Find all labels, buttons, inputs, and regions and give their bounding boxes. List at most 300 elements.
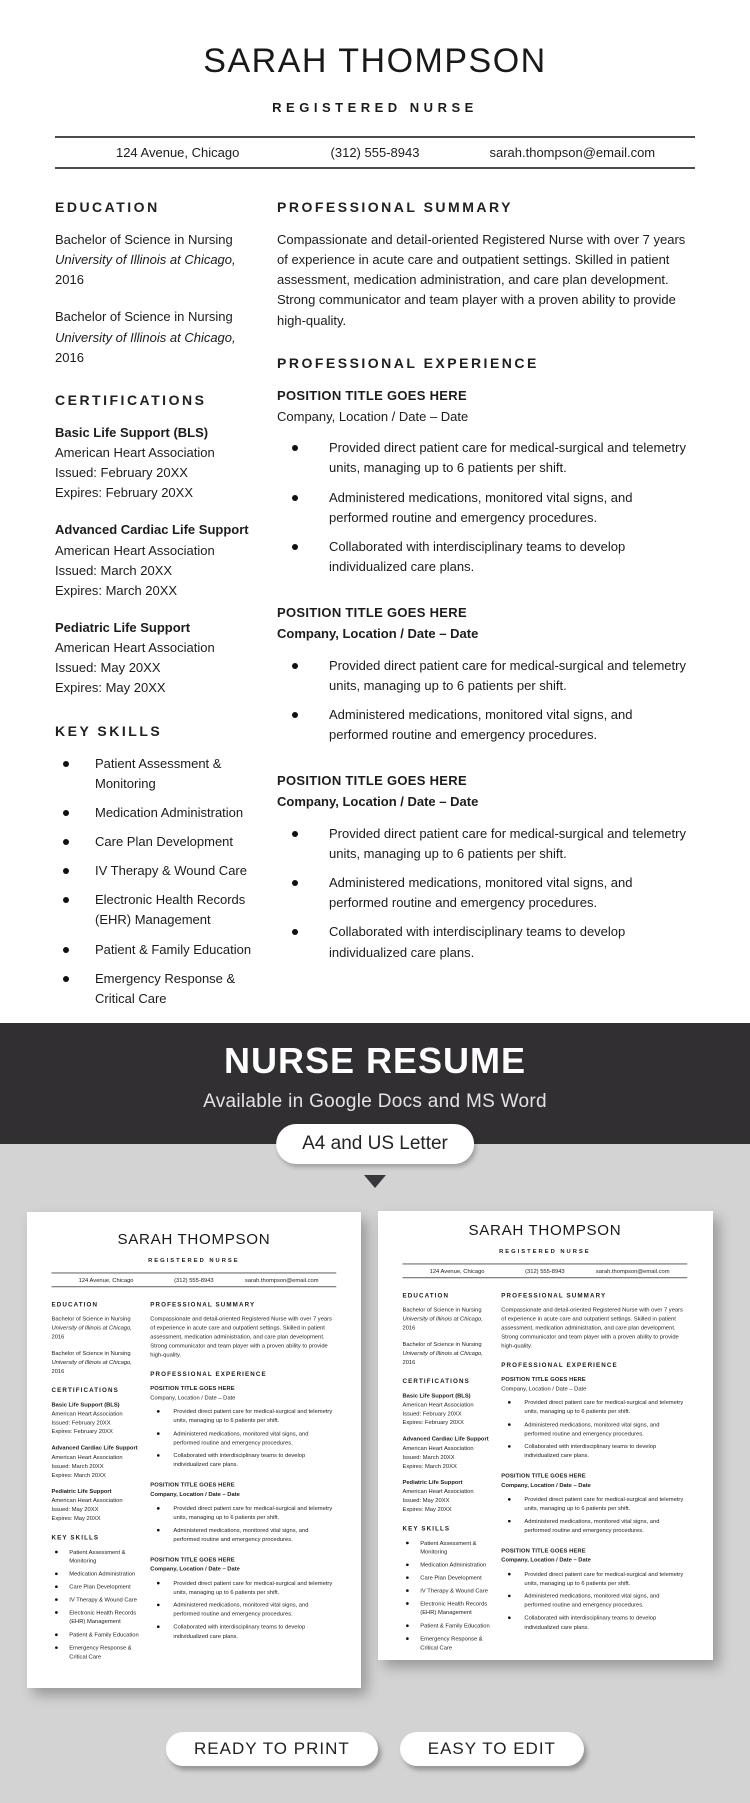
job-bullet-item (277, 705, 695, 745)
bullet-icon (406, 1624, 409, 1627)
job-bullet-item (277, 922, 695, 962)
bullet-icon (63, 976, 69, 982)
experience-section (150, 1370, 336, 1641)
job-bullet-item (277, 656, 695, 696)
job-bullet-text: Administered medications, monitored vital signs, and performed routine and emergency procedures. (524, 1420, 660, 1437)
experience-job (277, 603, 695, 745)
contact-bar (402, 1264, 687, 1279)
bullet-icon (508, 1445, 511, 1448)
job-bullet-item (277, 438, 695, 478)
resume-preview-page-letter (378, 1211, 713, 1660)
job-bullet-text: Provided direct patient care for medical-surgical and telemetry units, managing up to 6 patients per shift. (329, 657, 686, 693)
certification-name: Basic Life Support (BLS) (51, 1401, 120, 1408)
skill-text: Electronic Health Records (EHR) Management (69, 1609, 137, 1625)
summary-heading: PROFESSIONAL SUMMARY (501, 1291, 607, 1299)
job-bullet-text: Administered medications, monitored vital signs, and performed routine and emergency procedures. (524, 1517, 660, 1534)
resume-host-a4 (27, 1212, 361, 1672)
certification-org: American Heart Association (55, 542, 215, 558)
certification-name: Basic Life Support (BLS) (402, 1392, 471, 1399)
skill-text: Patient & Family Education (69, 1630, 139, 1638)
experience-heading: PROFESSIONAL EXPERIENCE (277, 354, 539, 371)
contact-item: (312) 555-8943 (330, 145, 420, 160)
bullet-icon (508, 1498, 511, 1501)
job-company-line: Company, Location / Date – Date (150, 1490, 240, 1498)
education-item (51, 1349, 140, 1376)
job-company-line: Company, Location / Date – Date (501, 1384, 587, 1392)
bullet-icon (157, 1410, 160, 1413)
bullet-icon (55, 1598, 58, 1601)
certification-item (402, 1435, 491, 1471)
contact-item: 124 Avenue, Chicago (429, 1267, 485, 1275)
bullet-icon (157, 1507, 160, 1510)
contact-item: (312) 555-8943 (174, 1276, 214, 1284)
job-title: POSITION TITLE GOES HERE (150, 1481, 235, 1488)
certification-item (51, 1400, 140, 1436)
job-bullet-item (501, 1570, 687, 1588)
certification-org: American Heart Association (51, 1410, 123, 1417)
summary-text: Compassionate and detail-oriented Registered Nurse with over 7 years of experience in acute care and outpatient settings. Skilled in patient assessment, medication administration, and care plan development. Strong communicator and team player with a proven ability to provide high-quality. (501, 1306, 683, 1349)
education-item (55, 230, 255, 290)
job-bullet-item (501, 1495, 687, 1513)
certification-expires: Expires: February 20XX (51, 1427, 113, 1435)
job-bullet-item (277, 537, 695, 577)
summary-text: Compassionate and detail-oriented Registered Nurse with over 7 years of experience in acute care and outpatient settings. Skilled in patient assessment, medication administration, and care plan development. Strong communicator and team player with a proven ability to provide high-quality. (277, 232, 686, 328)
bullet-icon (406, 1602, 409, 1605)
job-bullet-item (501, 1398, 687, 1416)
education-heading: EDUCATION (51, 1300, 99, 1308)
key-skills-section (402, 1525, 491, 1652)
bullet-icon (508, 1423, 511, 1426)
promo-banner (0, 1023, 750, 1154)
bullet-icon (63, 810, 69, 816)
job-bullet-item (277, 873, 695, 913)
bullet-icon (292, 495, 298, 501)
job-bullet-list (501, 1398, 687, 1460)
skill-item (51, 1608, 140, 1626)
skill-text: Medication Administration (420, 1561, 487, 1568)
job-company-line: Company, Location / Date – Date (277, 625, 479, 641)
job-bullet-text: Provided direct patient care for medical-surgical and telemetry units, managing up to 6 patients per shift. (173, 1504, 333, 1521)
education-section (55, 199, 255, 368)
summary-text: Compassionate and detail-oriented Registered Nurse with over 7 years of experience in acute care and outpatient settings. Skilled in patient assessment, medication administration, and care plan development. Strong communicator and team player with a proven ability to provide high-quality. (150, 1315, 332, 1358)
certification-issued: Issued: February 20XX (55, 465, 188, 481)
job-company-line: Company, Location / Date – Date (277, 408, 469, 424)
job-bullet-text: Provided direct patient care for medical-surgical and telemetry units, managing up to 6 patients per shift. (524, 1570, 684, 1587)
resume-name: SARAH THOMPSON (117, 1230, 271, 1248)
job-bullet-item (501, 1517, 687, 1535)
bullet-icon (63, 897, 69, 903)
skill-item (402, 1634, 491, 1652)
certification-item (402, 1478, 491, 1514)
job-title: POSITION TITLE GOES HERE (277, 387, 467, 403)
skill-text: Electronic Health Records (EHR) Management (420, 1600, 488, 1616)
certifications-heading: CERTIFICATIONS (402, 1377, 470, 1385)
job-bullet-text: Collaborated with interdisciplinary teams to develop individualized care plans. (524, 1614, 657, 1631)
skill-item (55, 754, 255, 794)
bullet-icon (292, 712, 298, 718)
bullet-icon (406, 1637, 409, 1640)
contact-bar (55, 136, 695, 169)
down-arrow-icon (364, 1175, 386, 1188)
resume-preview-page-a4 (27, 1212, 361, 1688)
bullet-icon (292, 880, 298, 886)
job-bullet-text: Collaborated with interdisciplinary teams to develop individualized care plans. (173, 1451, 306, 1468)
contact-item: sarah.thompson@email.com (244, 1276, 319, 1284)
contact-item: 124 Avenue, Chicago (115, 145, 240, 160)
bullet-icon (63, 761, 69, 767)
job-company-line: Company, Location / Date – Date (150, 1393, 236, 1401)
certification-expires: Expires: March 20XX (402, 1462, 457, 1470)
job-title: POSITION TITLE GOES HERE (501, 1375, 586, 1383)
job-bullet-text: Administered medications, monitored vital signs, and performed routine and emergency procedures. (173, 1429, 309, 1446)
certification-issued: Issued: March 20XX (402, 1453, 455, 1461)
education-heading: EDUCATION (55, 199, 160, 215)
certification-org: American Heart Association (402, 1444, 474, 1452)
job-bullet-text: Administered medications, monitored vital signs, and performed routine and emergency procedures. (524, 1592, 660, 1609)
skill-text: Patient & Family Education (95, 941, 252, 957)
key-skills-heading: KEY SKILLS (402, 1524, 451, 1532)
job-bullet-text: Administered medications, monitored vital signs, and performed routine and emergency procedures. (173, 1601, 309, 1618)
skill-item (402, 1560, 491, 1569)
easy-to-edit-button[interactable]: EASY TO EDIT (400, 1732, 584, 1766)
bullet-icon (157, 1604, 160, 1607)
education-item (55, 307, 255, 367)
bullet-icon (406, 1563, 409, 1566)
year-line: 2016 (51, 1333, 65, 1340)
experience-job (501, 1375, 687, 1460)
bullet-icon (508, 1401, 511, 1404)
certification-expires: Expires: May 20XX (55, 680, 166, 696)
experience-heading: PROFESSIONAL EXPERIENCE (150, 1369, 267, 1377)
year-line: 2016 (55, 349, 84, 365)
footer-buttons (0, 1732, 750, 1766)
bullet-icon (63, 839, 69, 845)
certification-issued: Issued: May 20XX (51, 1505, 99, 1513)
experience-heading: PROFESSIONAL EXPERIENCE (501, 1360, 618, 1368)
summary-section (277, 199, 695, 331)
experience-job (150, 1384, 336, 1469)
certification-name: Pediatric Life Support (402, 1478, 463, 1486)
certification-issued: Issued: March 20XX (51, 1462, 104, 1470)
job-bullet-list (150, 1407, 336, 1469)
skill-item (402, 1538, 491, 1556)
school-line: University of Illinois at Chicago, (51, 1358, 132, 1366)
skill-text: Medication Administration (95, 804, 244, 820)
skill-text: Care Plan Development (420, 1574, 482, 1581)
skill-item (402, 1621, 491, 1630)
job-title: POSITION TITLE GOES HERE (150, 1556, 235, 1563)
right-column (501, 1292, 687, 1660)
bullet-icon (55, 1550, 58, 1553)
certifications-section (51, 1386, 140, 1522)
skill-text: Emergency Response & Critical Care (420, 1634, 483, 1651)
job-title: POSITION TITLE GOES HERE (501, 1547, 586, 1554)
job-bullet-text: Administered medications, monitored vital signs, and performed routine and emergency procedures. (173, 1526, 309, 1543)
bullet-icon (292, 445, 298, 451)
contact-bar (51, 1273, 336, 1288)
bullet-icon (406, 1541, 409, 1544)
resume-role-title: REGISTERED NURSE (272, 100, 478, 115)
job-bullet-item (501, 1613, 687, 1631)
skill-item (402, 1573, 491, 1582)
summary-heading: PROFESSIONAL SUMMARY (150, 1300, 256, 1308)
certification-issued: Issued: February 20XX (51, 1418, 111, 1426)
skill-item (55, 803, 255, 823)
skill-item (402, 1599, 491, 1617)
bullet-icon (406, 1576, 409, 1579)
year-line: 2016 (55, 272, 84, 288)
skill-text: Patient Assessment & Monitoring (69, 1548, 126, 1564)
bullet-icon (55, 1585, 58, 1588)
school-line: University of Illinois at Chicago, (51, 1324, 132, 1331)
education-section (51, 1301, 140, 1376)
summary-section (150, 1301, 336, 1360)
certification-org: American Heart Association (51, 1496, 123, 1504)
preview-area (0, 1144, 750, 1803)
certifications-section (55, 392, 255, 699)
key-skills-heading: KEY SKILLS (55, 722, 163, 739)
resume-host-letter (378, 1211, 712, 1660)
skill-list (402, 1538, 491, 1652)
job-bullet-text: Provided direct patient care for medical-surgical and telemetry units, managing up to 6 patients per shift. (173, 1407, 333, 1424)
job-bullet-text: Collaborated with interdisciplinary teams to develop individualized care plans. (524, 1442, 657, 1459)
contact-item: sarah.thompson@email.com (595, 1267, 670, 1275)
skill-text: IV Therapy & Wound Care (69, 1596, 137, 1603)
job-bullet-list (501, 1495, 687, 1535)
job-bullet-text: Provided direct patient care for medical-surgical and telemetry units, managing up to 6 patients per shift. (173, 1579, 333, 1596)
skill-item (51, 1547, 140, 1565)
certification-name: Pediatric Life Support (51, 1487, 112, 1495)
skill-list (51, 1547, 140, 1661)
certification-expires: Expires: March 20XX (51, 1471, 106, 1479)
right-column (150, 1301, 336, 1672)
job-company-line: Company, Location / Date – Date (501, 1481, 591, 1489)
education-item (51, 1314, 140, 1341)
experience-job (277, 771, 695, 962)
skill-item (51, 1595, 140, 1604)
certification-name: Advanced Cardiac Life Support (402, 1435, 489, 1443)
certification-org: American Heart Association (55, 640, 215, 656)
job-bullet-list (277, 438, 695, 577)
certification-issued: Issued: February 20XX (402, 1409, 462, 1417)
bullet-icon (292, 544, 298, 550)
resume-columns (51, 1301, 336, 1672)
resume-columns (402, 1292, 687, 1660)
skill-text: IV Therapy & Wound Care (420, 1587, 488, 1594)
bullet-icon (157, 1529, 160, 1532)
certification-org: American Heart Association (51, 1453, 123, 1461)
resume-role-title: REGISTERED NURSE (499, 1247, 591, 1255)
education-heading: EDUCATION (402, 1291, 450, 1299)
bullet-icon (157, 1626, 160, 1629)
job-bullet-list (150, 1504, 336, 1544)
job-bullet-list (501, 1570, 687, 1632)
skill-item (51, 1582, 140, 1591)
skill-item (55, 969, 255, 1009)
experience-job (501, 1546, 687, 1631)
certifications-heading: CERTIFICATIONS (51, 1386, 119, 1394)
bullet-icon (292, 831, 298, 837)
job-title: POSITION TITLE GOES HERE (150, 1384, 235, 1392)
key-skills-section (55, 723, 255, 1009)
job-bullet-item (501, 1592, 687, 1610)
certification-item (51, 1487, 140, 1523)
experience-job (150, 1555, 336, 1640)
resume-name: SARAH THOMPSON (468, 1221, 622, 1239)
skill-text: Care Plan Development (95, 833, 234, 849)
skill-text: Patient Assessment & Monitoring (420, 1539, 477, 1555)
certification-expires: Expires: May 20XX (402, 1505, 452, 1513)
experience-job (150, 1480, 336, 1543)
certification-expires: Expires: February 20XX (55, 485, 194, 501)
bullet-icon (157, 1454, 160, 1457)
bullet-icon (406, 1589, 409, 1592)
skill-text: Care Plan Development (69, 1583, 131, 1590)
degree-line: Bachelor of Science in Nursing (402, 1306, 482, 1313)
degree-line: Bachelor of Science in Nursing (402, 1340, 482, 1348)
experience-section (501, 1361, 687, 1632)
summary-section (501, 1292, 687, 1351)
job-bullet-list (150, 1579, 336, 1641)
certification-issued: Issued: May 20XX (55, 660, 161, 676)
education-item (402, 1340, 491, 1367)
certification-item (55, 520, 255, 601)
left-column (51, 1301, 140, 1672)
job-company-line: Company, Location / Date – Date (150, 1565, 240, 1573)
certification-item (55, 618, 255, 699)
job-bullet-text: Collaborated with interdisciplinary teams to develop individualized care plans. (329, 924, 626, 960)
job-bullet-item (501, 1442, 687, 1460)
job-bullet-text: Administered medications, monitored vital signs, and performed routine and emergency procedures. (329, 489, 633, 525)
bullet-icon (292, 929, 298, 935)
year-line: 2016 (402, 1324, 416, 1331)
job-bullet-text: Administered medications, monitored vital signs, and performed routine and emergency procedures. (329, 707, 633, 743)
bullet-icon (55, 1633, 58, 1636)
contact-item: 124 Avenue, Chicago (78, 1276, 134, 1284)
certification-expires: Expires: March 20XX (55, 582, 178, 598)
degree-line: Bachelor of Science in Nursing (55, 232, 233, 247)
job-bullet-list (277, 824, 695, 963)
job-bullet-list (277, 656, 695, 746)
school-line: University of Illinois at Chicago, (55, 329, 236, 345)
experience-job (277, 386, 695, 577)
education-section (402, 1292, 491, 1367)
job-title: POSITION TITLE GOES HERE (277, 605, 467, 621)
certification-name: Advanced Cardiac Life Support (55, 522, 249, 538)
resume-role-title: REGISTERED NURSE (148, 1256, 240, 1264)
skill-item (51, 1630, 140, 1639)
bullet-icon (508, 1573, 511, 1576)
key-skills-section (51, 1534, 140, 1661)
certification-name: Advanced Cardiac Life Support (51, 1444, 138, 1452)
year-line: 2016 (402, 1358, 416, 1366)
banner-subtitle: Available in Google Docs and MS Word (203, 1091, 547, 1112)
certification-name: Basic Life Support (BLS) (55, 424, 209, 440)
year-line: 2016 (51, 1367, 65, 1375)
bullet-icon (508, 1595, 511, 1598)
certification-name: Pediatric Life Support (55, 619, 191, 635)
school-line: University of Illinois at Chicago, (55, 252, 236, 268)
resume-name: SARAH THOMPSON (203, 42, 547, 80)
resume-columns (55, 199, 695, 1023)
contact-item: sarah.thompson@email.com (489, 145, 656, 160)
job-title: POSITION TITLE GOES HERE (501, 1472, 586, 1479)
job-bullet-text: Provided direct patient care for medical-surgical and telemetry units, managing up to 6 patients per shift. (524, 1398, 684, 1415)
job-bullet-item (150, 1429, 336, 1447)
resume-document (378, 1211, 712, 1660)
bullet-icon (63, 868, 69, 874)
summary-heading: PROFESSIONAL SUMMARY (277, 199, 513, 215)
job-bullet-text: Administered medications, monitored vital signs, and performed routine and emergency procedures. (329, 875, 633, 911)
bullet-icon (63, 947, 69, 953)
job-bullet-item (150, 1622, 336, 1640)
bullet-icon (55, 1611, 58, 1614)
job-company-line: Company, Location / Date – Date (501, 1556, 591, 1564)
ready-to-print-button[interactable]: READY TO PRINT (166, 1732, 378, 1766)
bullet-icon (55, 1646, 58, 1649)
job-bullet-item (150, 1451, 336, 1469)
skill-list (55, 754, 255, 1009)
key-skills-heading: KEY SKILLS (51, 1533, 100, 1541)
certification-issued: Issued: May 20XX (402, 1496, 450, 1504)
experience-job (501, 1471, 687, 1534)
skill-text: Emergency Response & Critical Care (69, 1643, 132, 1660)
certification-item (402, 1391, 491, 1427)
certifications-section (402, 1377, 491, 1513)
job-bullet-item (150, 1579, 336, 1597)
certification-item (51, 1444, 140, 1480)
skill-text: IV Therapy & Wound Care (95, 863, 247, 879)
skill-text: Emergency Response & Critical Care (95, 970, 236, 1006)
education-item (402, 1305, 491, 1332)
banner-title: NURSE RESUME (223, 1040, 527, 1081)
certification-org: American Heart Association (402, 1487, 474, 1495)
job-bullet-text: Provided direct patient care for medical-surgical and telemetry units, managing up to 6 patients per shift. (329, 825, 686, 862)
certification-item (55, 423, 255, 504)
left-column (55, 199, 255, 1023)
job-company-line: Company, Location / Date – Date (277, 794, 479, 810)
experience-section (277, 355, 695, 963)
skill-item (55, 890, 255, 930)
bullet-icon (508, 1520, 511, 1523)
certification-issued: Issued: March 20XX (55, 562, 173, 578)
certifications-heading: CERTIFICATIONS (55, 391, 207, 408)
job-bullet-item (277, 824, 695, 864)
bullet-icon (157, 1582, 160, 1585)
skill-item (55, 861, 255, 881)
bullet-icon (157, 1432, 160, 1435)
job-bullet-item (277, 488, 695, 528)
certification-org: American Heart Association (402, 1401, 474, 1408)
degree-line: Bachelor of Science in Nursing (51, 1349, 131, 1357)
right-column (277, 199, 695, 1023)
bullet-icon (508, 1617, 511, 1620)
job-bullet-text: Collaborated with interdisciplinary teams to develop individualized care plans. (329, 538, 626, 574)
job-bullet-text: Provided direct patient care for medical-surgical and telemetry units, managing up to 6 patients per shift. (524, 1495, 684, 1512)
job-bullet-item (150, 1407, 336, 1425)
bullet-icon (292, 663, 298, 669)
degree-line: Bachelor of Science in Nursing (51, 1315, 131, 1322)
job-title: POSITION TITLE GOES HERE (277, 773, 467, 789)
job-bullet-item (150, 1601, 336, 1619)
skill-item (55, 832, 255, 852)
certification-expires: Expires: February 20XX (402, 1418, 464, 1426)
skill-text: Electronic Health Records (EHR) Management (95, 892, 246, 928)
school-line: University of Illinois at Chicago, (402, 1315, 483, 1322)
skill-item (402, 1586, 491, 1595)
job-bullet-text: Provided direct patient care for medical-surgical and telemetry units, managing up to 6 patients per shift. (329, 440, 686, 476)
school-line: University of Illinois at Chicago, (402, 1349, 483, 1357)
